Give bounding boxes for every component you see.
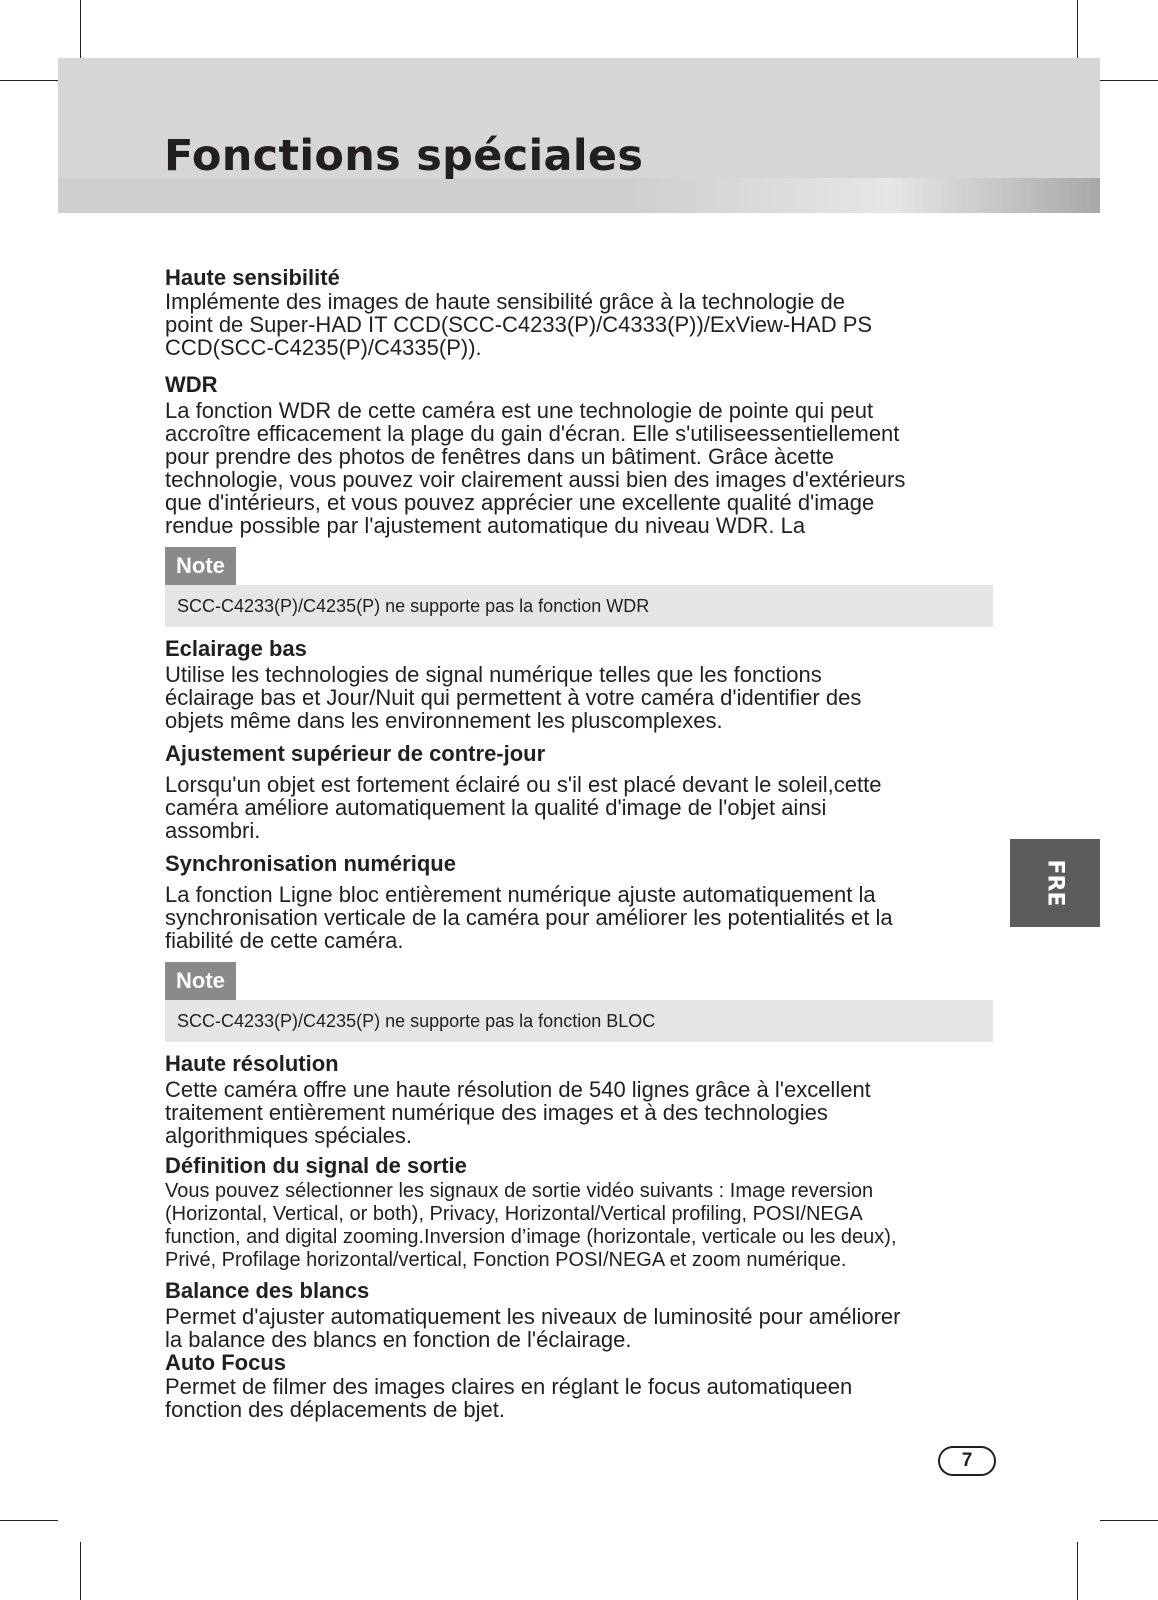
section-body: [165, 290, 1005, 359]
note-label: Note: [165, 547, 236, 585]
body-line: function, and digital zooming.Inversion d’image (horizontale, verticale ou les deux),: [165, 1226, 897, 1248]
section-haute-resolution: [165, 1052, 1005, 1147]
body-line: pour prendre des photos de fenêtres dans un bâtiment. Grâce àcette: [165, 444, 834, 469]
body-line: Implémente des images de haute sensibilité grâce à la technologie de: [165, 289, 845, 314]
page-header: [58, 58, 1100, 213]
crop-mark: [1077, 1542, 1078, 1600]
language-tab-label: FRE: [1042, 859, 1068, 907]
body-line: objets même dans les environnement les pluscomplexes.: [165, 708, 723, 733]
body-line: éclairage bas et Jour/Nuit qui permettent à votre caméra d'identifier des: [165, 685, 862, 710]
body-line: fonction des déplacements de bjet.: [165, 1397, 506, 1422]
crop-mark: [1100, 1520, 1158, 1521]
section-eclairage-bas: [165, 637, 1005, 732]
section-title: Haute résolution: [165, 1051, 339, 1076]
note-wdr: [165, 547, 1005, 627]
section-body: [165, 883, 1005, 952]
section-body: [165, 1375, 1005, 1421]
section-signal-sortie: [165, 1154, 1005, 1272]
section-title: WDR: [165, 372, 218, 397]
crop-mark: [80, 1542, 81, 1600]
page-number: 7: [938, 1446, 996, 1476]
body-line: caméra améliore automatiquement la qualité d'image de l'objet ainsi: [165, 795, 827, 820]
section-body: [165, 773, 1005, 842]
body-line: accroître efficacement la plage du gain d'écran. Elle s'utiliseessentiellement: [165, 421, 900, 446]
body-line: rendue possible par l'ajustement automatique du niveau WDR. La: [165, 513, 806, 538]
note-text: SCC-C4233(P)/C4235(P) ne supporte pas la fonction BLOC: [165, 1000, 993, 1042]
crop-mark: [0, 80, 58, 81]
section-title: Eclairage bas: [165, 636, 307, 661]
body-line: Lorsqu'un objet est fortement éclairé ou s'il est placé devant le soleil,cette: [165, 772, 882, 797]
section-body: [165, 1305, 1005, 1351]
body-line: que d'intérieurs, et vous pouvez apprécier une excellente qualité d'image: [165, 490, 875, 515]
crop-mark: [1100, 80, 1158, 81]
section-title: Définition du signal de sortie: [165, 1153, 467, 1178]
note-label: Note: [165, 962, 236, 1000]
section-balance-blancs: [165, 1279, 1005, 1351]
body-line: La fonction WDR de cette caméra est une technologie de pointe qui peut: [165, 398, 874, 423]
body-line: traitement entièrement numérique des images et à des technologies: [165, 1100, 828, 1125]
body-line: fiabilité de cette caméra.: [165, 928, 404, 953]
body-line: technologie, vous pouvez voir clairement aussi bien des images d'extérieurs: [165, 467, 906, 492]
body-line: Cette caméra offre une haute résolution de 540 lignes grâce à l'excellent: [165, 1077, 871, 1102]
body-line: Privé, Profilage horizontal/vertical, Fonction POSI/NEGA et zoom numérique.: [165, 1249, 847, 1271]
body-line: La fonction Ligne bloc entièrement numérique ajuste automatiquement la: [165, 882, 876, 907]
section-body: [165, 1078, 1005, 1147]
main-content: [165, 266, 1005, 1421]
body-line: Permet d'ajuster automatiquement les niveaux de luminosité pour améliorer: [165, 1304, 901, 1329]
body-line: (Horizontal, Vertical, or both), Privacy, Horizontal/Vertical profiling, POSI/NEGA: [165, 1203, 863, 1225]
body-line: Utilise les technologies de signal numérique telles que les fonctions: [165, 662, 822, 687]
section-title: Ajustement supérieur de contre-jour: [165, 741, 546, 766]
section-synchronisation: [165, 852, 1005, 952]
body-line: assombri.: [165, 818, 261, 843]
section-title: Haute sensibilité: [165, 265, 340, 290]
body-line: synchronisation verticale de la caméra pour améliorer les potentialités et la: [165, 905, 893, 930]
crop-mark: [1077, 0, 1078, 58]
section-body: [165, 399, 1005, 537]
crop-mark: [0, 1520, 58, 1521]
section-haute-sensibilite: [165, 266, 1005, 359]
crop-mark: [80, 0, 81, 58]
section-wdr: [165, 373, 1005, 537]
section-title: Synchronisation numérique: [165, 851, 456, 876]
note-bloc: [165, 962, 1005, 1042]
section-body: [165, 663, 1005, 732]
section-title: Balance des blancs: [165, 1278, 370, 1303]
section-auto-focus: [165, 1351, 1005, 1421]
page-title: Fonctions spéciales: [164, 131, 644, 181]
body-line: la balance des blancs en fonction de l'éclairage.: [165, 1327, 632, 1352]
language-tab: [1010, 839, 1100, 927]
body-line: Vous pouvez sélectionner les signaux de sortie vidéo suivants : Image reversion: [165, 1180, 874, 1202]
body-line: CCD(SCC-C4235(P)/C4335(P)).: [165, 335, 482, 360]
body-line: Permet de filmer des images claires en réglant le focus automatiqueen: [165, 1374, 853, 1399]
body-line: point de Super-HAD IT CCD(SCC-C4233(P)/C4333(P))/ExView-HAD PS: [165, 312, 873, 337]
section-title: Auto Focus: [165, 1350, 286, 1375]
note-text: SCC-C4233(P)/C4235(P) ne supporte pas la fonction WDR: [165, 585, 993, 627]
section-contre-jour: [165, 742, 1005, 842]
header-strip: [58, 178, 1100, 213]
body-line: algorithmiques spéciales.: [165, 1123, 413, 1148]
section-body: [165, 1180, 1005, 1272]
